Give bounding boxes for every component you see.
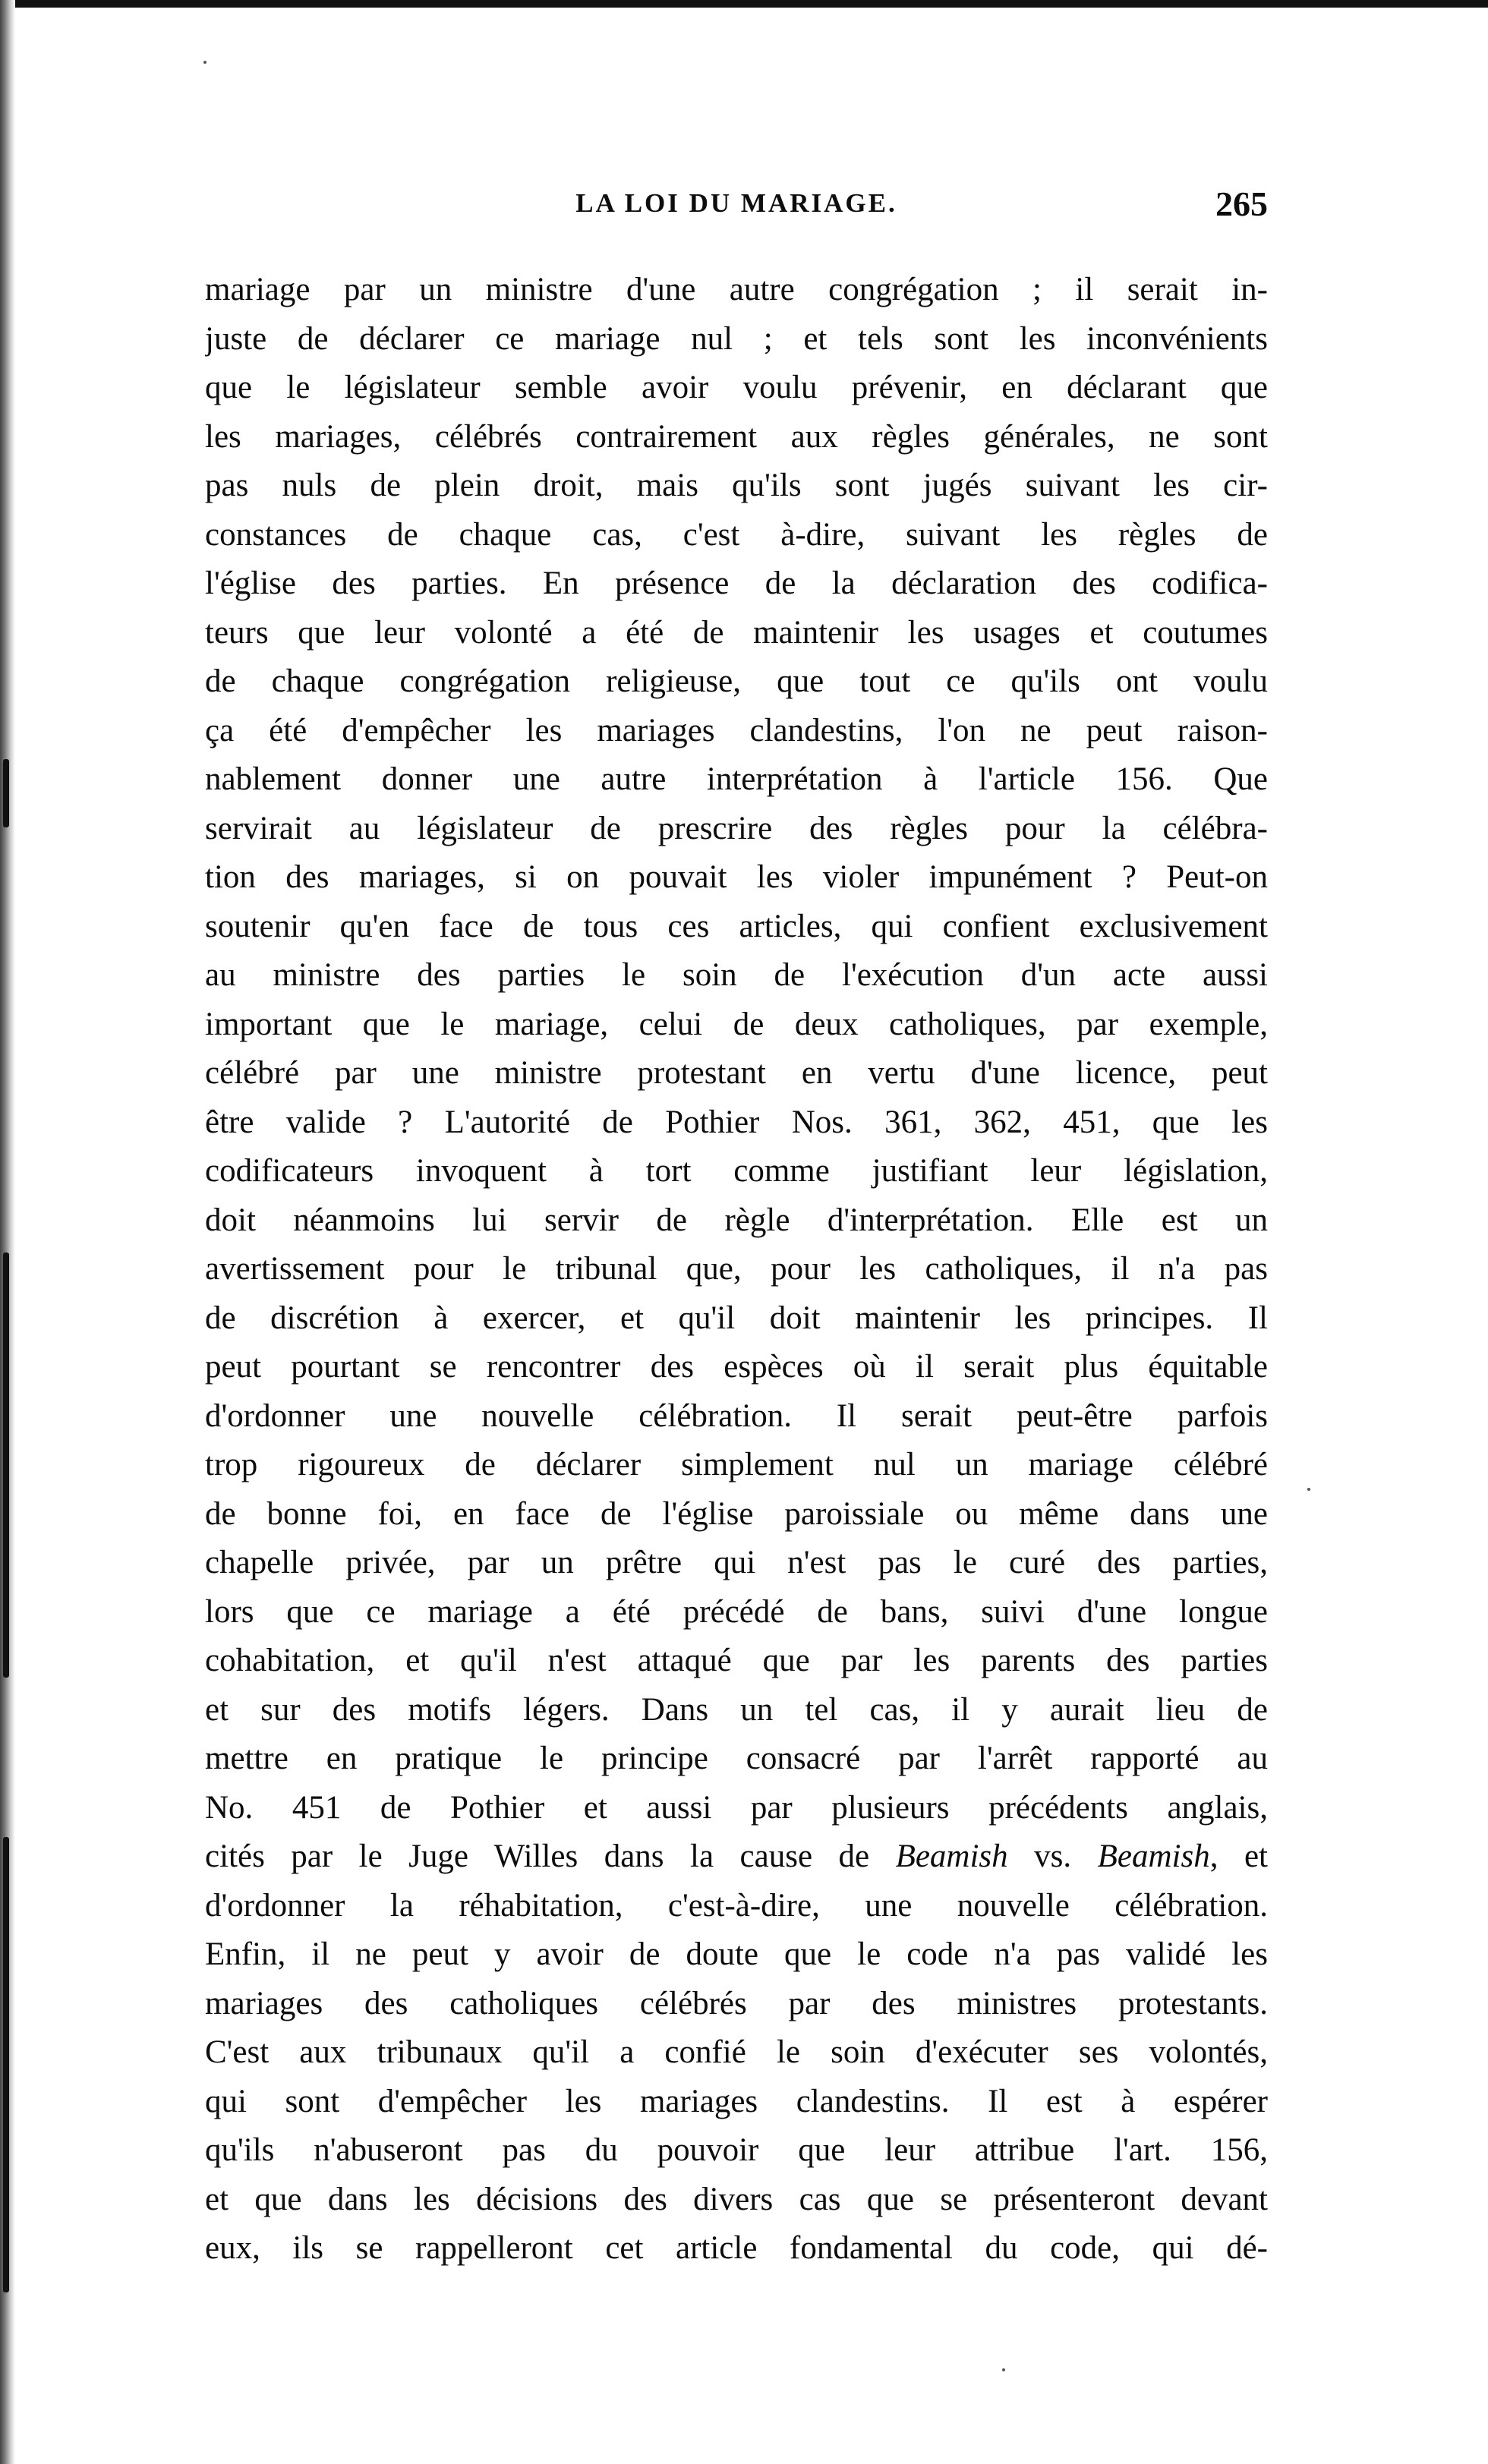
body-text	[205, 266, 1268, 2273]
text-line: C'est aux tribunaux qu'il a confié le soin d'exécuter ses volontés,	[205, 2034, 1268, 2070]
scan-speck	[203, 61, 206, 64]
text-line: célébré par une ministre protestant en vertu d'une licence, peut	[205, 1055, 1268, 1091]
text-line: l'église des parties. En présence de la déclaration des codifica-	[205, 566, 1268, 601]
scan-speck	[1002, 2368, 1005, 2371]
text-line: qui sont d'empêcher les mariages clandestins. Il est à espérer	[205, 2083, 1268, 2119]
page-number: 265	[1215, 184, 1268, 223]
text-line: et que dans les décisions des divers cas que se présenteront devant	[205, 2181, 1268, 2217]
text-line: qu'ils n'abuseront pas du pouvoir que leur attribue l'art. 156,	[205, 2132, 1268, 2168]
text-line: les mariages, célébrés contrairement aux règles générales, ne sont	[205, 418, 1268, 455]
running-header	[205, 184, 1268, 234]
text-line: teurs que leur volonté a été de maintenir les usages et coutumes	[205, 614, 1268, 651]
text-line: avertissement pour le tribunal que, pour les catholiques, il n'a pas	[205, 1251, 1268, 1287]
running-title: LA LOI DU MARIAGE.	[575, 188, 897, 218]
text-line: No. 451 de Pothier et aussi par plusieurs précédents anglais,	[205, 1789, 1268, 1826]
text-line: pas nuls de plein droit, mais qu'ils sont jugés suivant les cir-	[205, 468, 1268, 503]
text-line: eux, ils se rappelleront cet article fondamental du code, qui dé-	[205, 2230, 1268, 2266]
text-line: nablement donner une autre interprétation à l'article 156. Que	[205, 761, 1268, 797]
text-line: d'ordonner une nouvelle célébration. Il serait peut-être parfois	[205, 1397, 1268, 1434]
text-line: cohabitation, et qu'il n'est attaqué que par les parents des parties	[205, 1643, 1268, 1678]
text-line: constances de chaque cas, c'est à-dire, suivant les règles de	[205, 516, 1268, 553]
text-line: doit néanmoins lui servir de règle d'interprétation. Elle est un	[205, 1202, 1268, 1238]
text-line: chapelle privée, par un prêtre qui n'est pas le curé des parties,	[205, 1545, 1268, 1580]
text-line: mettre en pratique le principe consacré par l'arrêt rapporté au	[205, 1741, 1268, 1776]
scan-speck	[1307, 1488, 1310, 1491]
text-line: cités par le Juge Willes dans la cause de Beamish vs. Beamish, et	[205, 1839, 1268, 1874]
text-line: Enfin, il ne peut y avoir de doute que le code n'a pas validé les	[205, 1936, 1268, 1972]
text-line: trop rigoureux de déclarer simplement nul un mariage célébré	[205, 1447, 1268, 1482]
text-line: ça été d'empêcher les mariages clandestins, l'on ne peut raison-	[205, 712, 1268, 748]
text-line: soutenir qu'en face de tous ces articles, qui confient exclusivement	[205, 908, 1268, 944]
text-line: lors que ce mariage a été précédé de bans, suivi d'une longue	[205, 1593, 1268, 1630]
text-line: de bonne foi, en face de l'église paroissiale ou même dans une	[205, 1495, 1268, 1532]
text-line: servirait au législateur de prescrire des règles pour la célébra-	[205, 810, 1268, 846]
text-line: et sur des motifs légers. Dans un tel cas, il y aurait lieu de	[205, 1691, 1268, 1728]
text-line: mariage par un ministre d'une autre congrégation ; il serait in-	[205, 272, 1268, 307]
text-line: mariages des catholiques célébrés par des ministres protestants.	[205, 1985, 1268, 2021]
text-line: juste de déclarer ce mariage nul ; et tels sont les inconvénients	[205, 320, 1268, 357]
text-line: tion des mariages, si on pouvait les violer impunément ? Peut-on	[205, 859, 1268, 895]
text-line: de chaque congrégation religieuse, que tout ce qu'ils ont voulu	[205, 663, 1268, 699]
text-line: de discrétion à exercer, et qu'il doit maintenir les principes. Il	[205, 1300, 1268, 1336]
text-line: peut pourtant se rencontrer des espèces où il serait plus équitable	[205, 1349, 1268, 1385]
text-line: être valide ? L'autorité de Pothier Nos. 361, 362, 451, que les	[205, 1104, 1268, 1140]
text-line: d'ordonner la réhabitation, c'est-à-dire, une nouvelle célébration.	[205, 1887, 1268, 1924]
text-line: important que le mariage, celui de deux catholiques, par exemple,	[205, 1006, 1268, 1042]
text-line: au ministre des parties le soin de l'exécution d'un acte aussi	[205, 957, 1268, 993]
text-line: que le législateur semble avoir voulu prévenir, en déclarant que	[205, 370, 1268, 405]
text-line: codificateurs invoquent à tort comme justifiant leur législation,	[205, 1153, 1268, 1189]
